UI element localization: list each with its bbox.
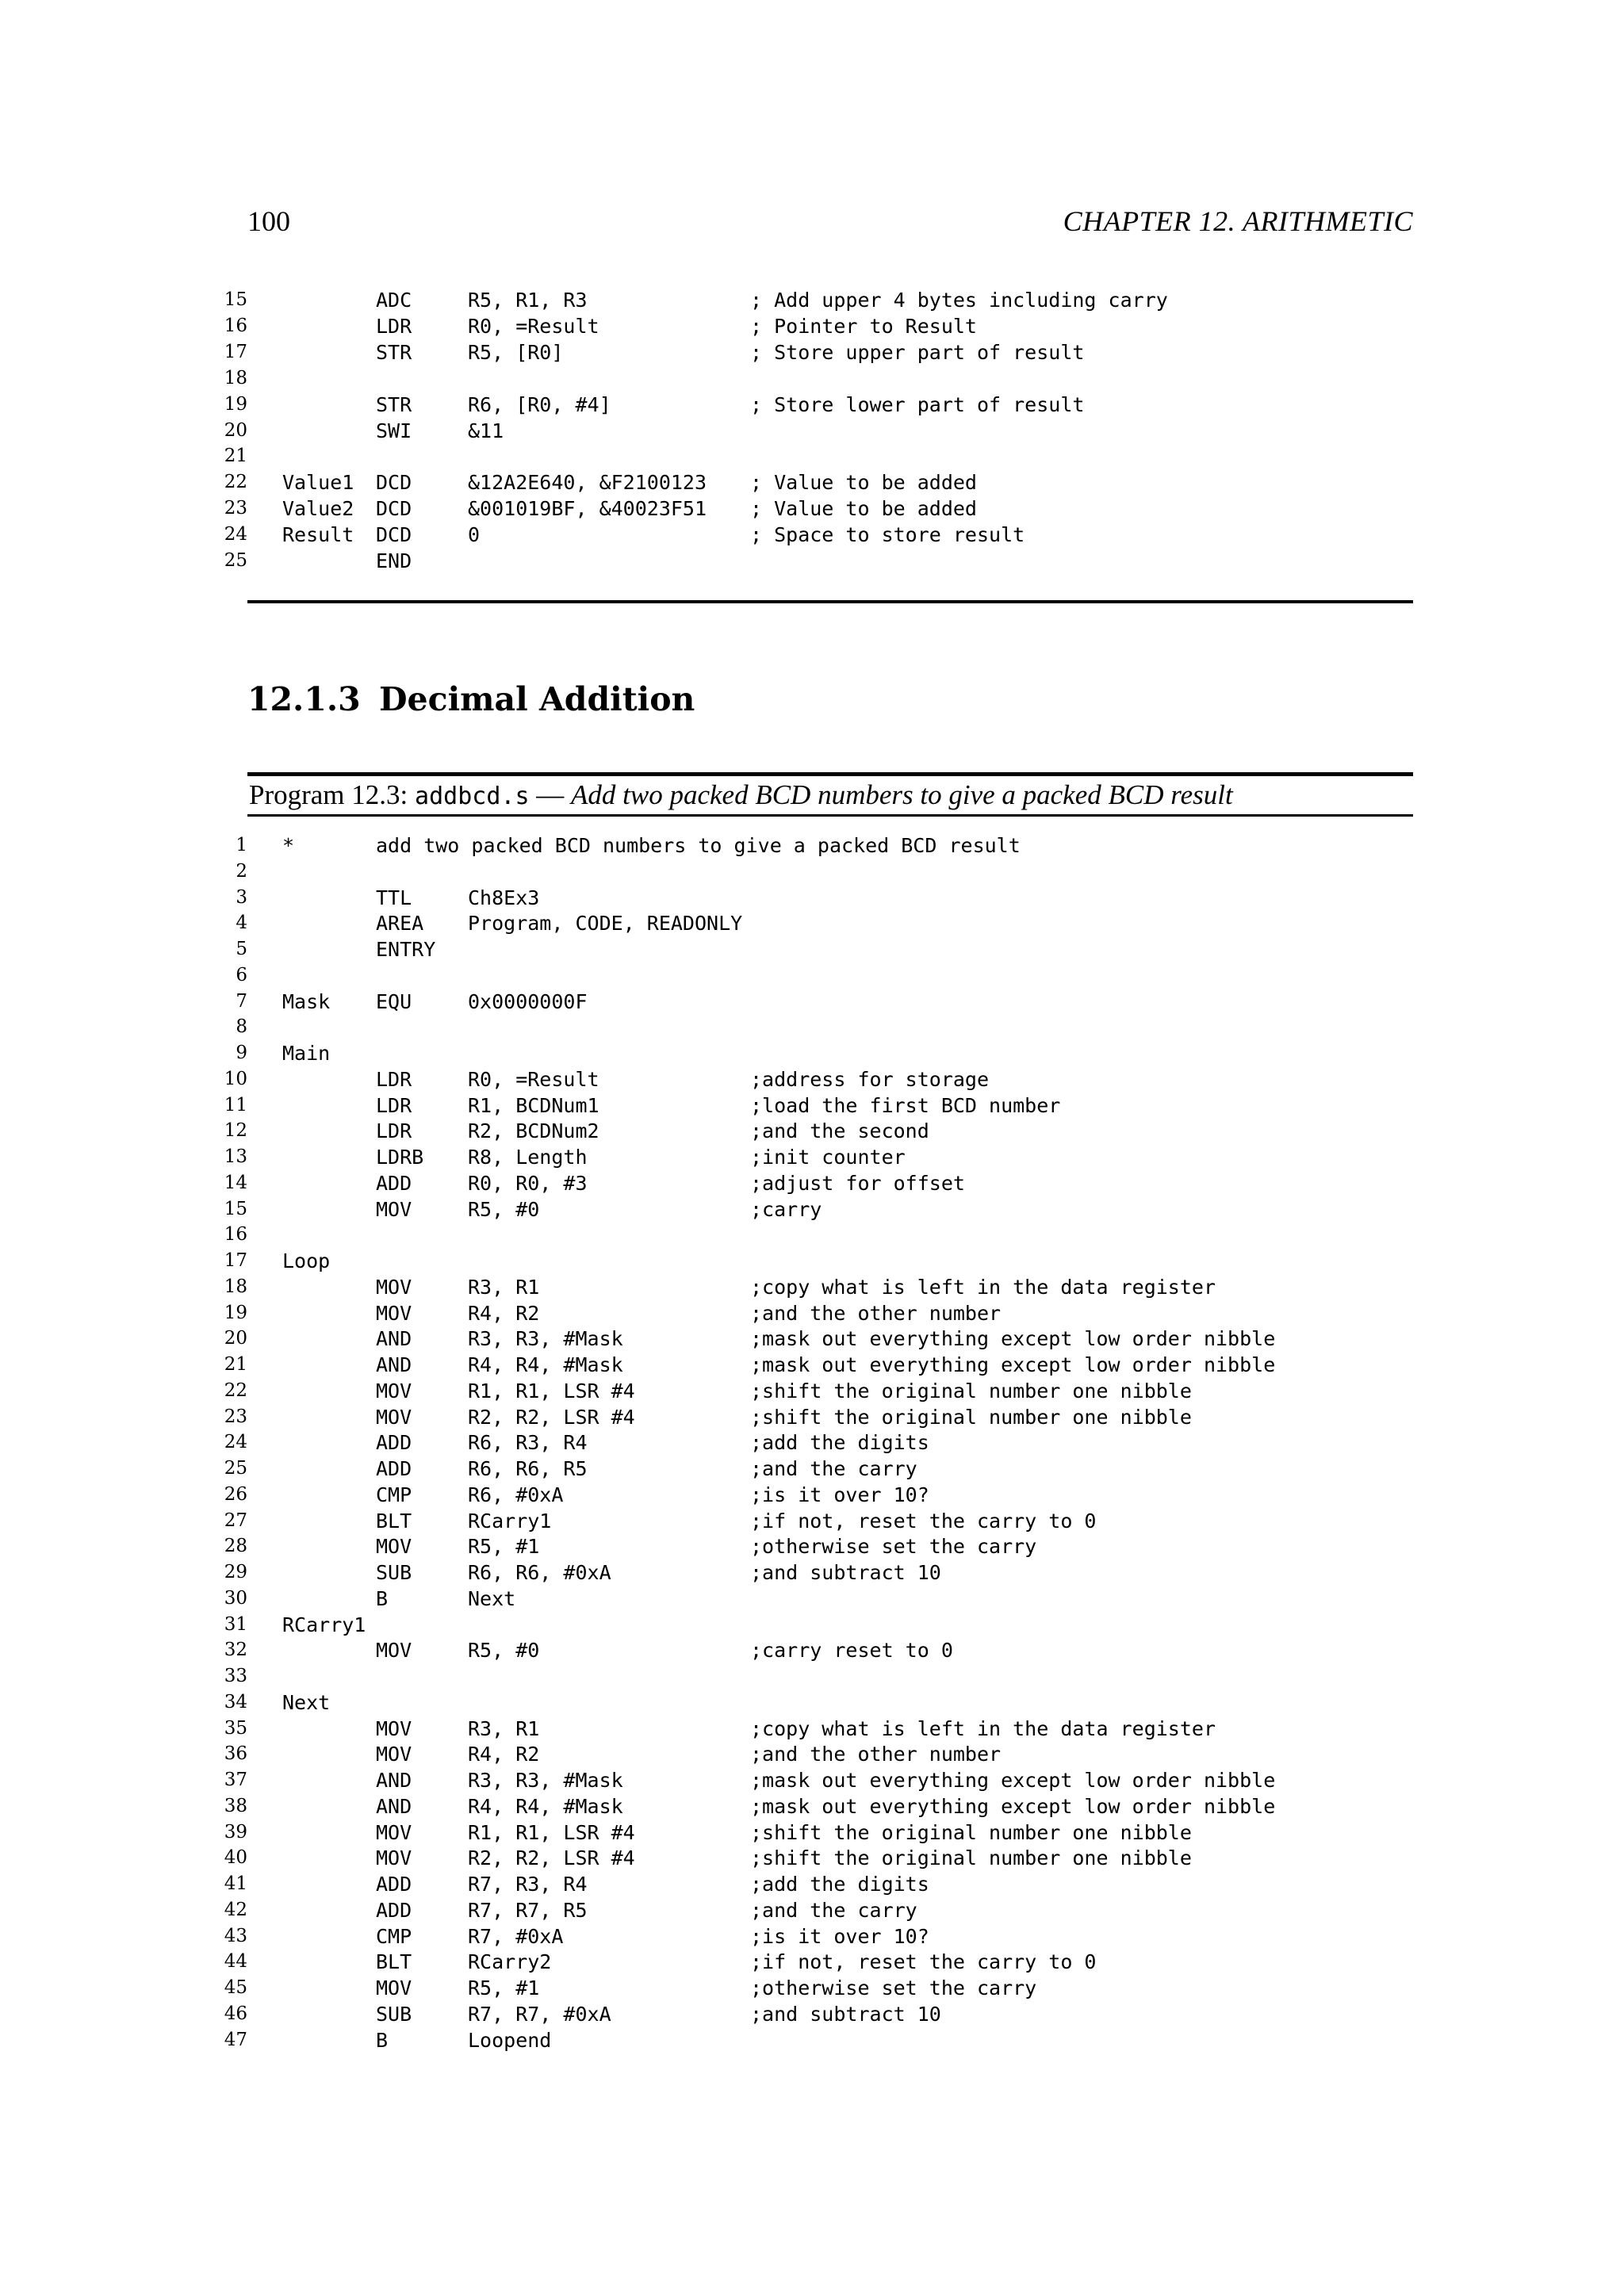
line-number: 40 [224, 1847, 247, 1869]
code-remark: add two packed BCD numbers to give a packed BCD result [376, 834, 1021, 857]
line-number: 45 [224, 1977, 247, 1998]
code-operands: &001019BF, &40023F51 [468, 497, 707, 521]
line-number: 19 [224, 393, 247, 415]
line-number: 46 [224, 2003, 247, 2024]
code-comment: ;shift the original number one nibble [750, 1846, 1192, 1870]
code-line [0, 1352, 1624, 1378]
line-number: 17 [224, 1250, 247, 1271]
code-operands: R6, R6, R5 [468, 1457, 588, 1480]
code-line [0, 1144, 1624, 1170]
code-line [0, 339, 1624, 365]
code-opcode: END [376, 549, 412, 572]
code-opcode: AREA [376, 912, 424, 936]
code-line [0, 1326, 1624, 1352]
code-opcode: CMP [376, 1483, 412, 1506]
code-line [0, 1716, 1624, 1742]
code-opcode: ADD [376, 1457, 412, 1480]
line-number: 18 [224, 367, 247, 388]
code-opcode: AND [376, 1794, 412, 1818]
code-comment: ;and the second [750, 1119, 929, 1143]
code-operands: R4, R2 [468, 1743, 540, 1766]
code-opcode: MOV [376, 1379, 412, 1402]
code-operands: R5, R1, R3 [468, 289, 588, 312]
code-opcode: DCD [376, 497, 412, 521]
code-comment: ;and the carry [750, 1457, 917, 1480]
code-line [0, 885, 1624, 911]
line-number: 24 [224, 1432, 247, 1453]
line-number: 23 [224, 1406, 247, 1427]
code-comment: ; Add upper 4 bytes including carry [750, 289, 1168, 312]
code-line [0, 1923, 1624, 1950]
line-number: 43 [224, 1925, 247, 1946]
line-number: 22 [224, 1380, 247, 1401]
code-operands: R1, BCDNum1 [468, 1093, 599, 1117]
code-opcode: BLT [376, 1509, 412, 1533]
code-line [0, 1118, 1624, 1144]
code-opcode: LDR [376, 1119, 412, 1143]
code-operands: R1, R1, LSR #4 [468, 1820, 635, 1844]
line-number: 17 [224, 341, 247, 362]
line-number: 3 [236, 886, 247, 908]
code-comment: ;adjust for offset [750, 1171, 965, 1195]
code-label: Value1 [282, 471, 354, 495]
code-opcode: B [376, 1586, 389, 1610]
code-comment: ;otherwise set the carry [750, 1976, 1037, 1999]
code-opcode: ADD [376, 1431, 412, 1455]
code-opcode: MOV [376, 1197, 412, 1221]
code-label: Loop [282, 1249, 331, 1272]
code-operands: R0, R0, #3 [468, 1171, 588, 1195]
code-line [0, 418, 1624, 444]
code-line [0, 1093, 1624, 1119]
code-comment: ;mask out everything except low order nibble [750, 1353, 1276, 1376]
code-line [0, 1274, 1624, 1300]
code-opcode: AND [376, 1353, 412, 1376]
code-operands: R0, =Result [468, 1067, 599, 1091]
code-comment: ;shift the original number one nibble [750, 1379, 1192, 1402]
line-number: 36 [224, 1743, 247, 1765]
code-operands: Ch8Ex3 [468, 886, 540, 909]
code-comment: ;add the digits [750, 1431, 929, 1455]
code-operands: &11 [468, 419, 504, 442]
code-comment: ;is it over 10? [750, 1483, 929, 1506]
code-operands: RCarry2 [468, 1950, 552, 1974]
code-operands: R3, R1 [468, 1716, 540, 1740]
code-operands: R4, R2 [468, 1301, 540, 1325]
code-opcode: MOV [376, 1820, 412, 1844]
code-label: RCarry1 [282, 1613, 366, 1636]
line-number: 9 [236, 1043, 247, 1063]
code-operands: R2, BCDNum2 [468, 1119, 599, 1143]
line-number: 28 [224, 1536, 247, 1557]
code-operands: R6, R3, R4 [468, 1431, 588, 1455]
code-opcode: DCD [376, 523, 412, 547]
code-line [0, 1300, 1624, 1326]
code-line [0, 1767, 1624, 1793]
code-line [0, 936, 1624, 962]
code-comment: ;if not, reset the carry to 0 [750, 1509, 1097, 1533]
code-line [0, 859, 1624, 885]
line-number: 20 [224, 1328, 247, 1349]
code-comment: ;mask out everything except low order nibble [750, 1769, 1276, 1792]
program-caption [249, 777, 1411, 813]
chapter-title: CHAPTER 12. ARITHMETIC [1063, 205, 1413, 237]
code-line [0, 2027, 1624, 2053]
line-number: 25 [224, 550, 247, 571]
line-number: 8 [236, 1016, 247, 1038]
code-line [0, 989, 1624, 1015]
line-number: 24 [224, 524, 247, 545]
code-line [0, 313, 1624, 339]
code-opcode: SWI [376, 419, 412, 442]
code-line [0, 443, 1624, 469]
code-line [0, 2001, 1624, 2027]
code-line [0, 1637, 1624, 1663]
code-opcode: EQU [376, 989, 412, 1013]
code-line [0, 496, 1624, 522]
line-number: 26 [224, 1483, 247, 1505]
line-number: 39 [224, 1821, 247, 1843]
code-opcode: STR [376, 392, 412, 416]
program-label: Program 12.3: [249, 779, 408, 810]
code-operands: R6, #0xA [468, 1483, 564, 1506]
code-line [0, 1612, 1624, 1638]
code-operands: R5, #1 [468, 1535, 540, 1559]
code-operands: RCarry1 [468, 1509, 552, 1533]
code-opcode: ADD [376, 1171, 412, 1195]
line-number: 16 [224, 1224, 247, 1246]
code-operands: Loopend [468, 2028, 552, 2052]
code-comment: ;copy what is left in the data register [750, 1716, 1216, 1740]
code-opcode: MOV [376, 1743, 412, 1766]
code-opcode: MOV [376, 1639, 412, 1663]
line-number: 15 [224, 289, 247, 310]
code-line [0, 1014, 1624, 1040]
code-comment: ;carry [750, 1197, 822, 1221]
code-line [0, 1196, 1624, 1223]
caption-dash: — [536, 779, 565, 810]
line-number: 35 [224, 1717, 247, 1739]
code-comment: ;otherwise set the carry [750, 1535, 1037, 1559]
line-number: 19 [224, 1302, 247, 1323]
code-line [0, 910, 1624, 936]
code-operands: R7, R3, R4 [468, 1873, 588, 1896]
code-line [0, 1845, 1624, 1871]
code-label: * [282, 834, 295, 857]
code-comment: ;and the other number [750, 1743, 1002, 1766]
code-line [0, 1793, 1624, 1820]
code-operands: R7, R7, R5 [468, 1898, 588, 1922]
line-number: 34 [224, 1691, 247, 1712]
line-number: 7 [236, 990, 247, 1012]
line-number: 12 [224, 1120, 247, 1142]
code-comment: ;add the digits [750, 1873, 929, 1896]
code-opcode: MOV [376, 1535, 412, 1559]
code-comment: ;carry reset to 0 [750, 1639, 953, 1663]
code-line [0, 1222, 1624, 1248]
code-line [0, 469, 1624, 496]
code-operands: R5, #1 [468, 1976, 540, 1999]
line-number: 5 [236, 939, 247, 959]
code-line [0, 1429, 1624, 1456]
code-opcode: ADC [376, 289, 412, 312]
code-opcode: MOV [376, 1976, 412, 1999]
code-line [0, 1586, 1624, 1612]
line-number: 27 [224, 1510, 247, 1531]
code-comment: ; Store lower part of result [750, 392, 1085, 416]
code-line [0, 1404, 1624, 1430]
caption-bottom-rule [247, 814, 1413, 817]
code-operands: R0, =Result [468, 314, 599, 338]
code-operands: R5, #0 [468, 1197, 540, 1221]
code-operands: R3, R1 [468, 1275, 540, 1299]
line-number: 30 [224, 1587, 247, 1609]
code-label: Main [282, 1042, 331, 1065]
code-comment: ;shift the original number one nibble [750, 1820, 1192, 1844]
code-line [0, 962, 1624, 989]
code-comment: ;and the carry [750, 1898, 917, 1922]
code-line [0, 548, 1624, 574]
line-number: 4 [236, 913, 247, 934]
code-comment: ;and the other number [750, 1301, 1002, 1325]
line-number: 44 [224, 1951, 247, 1973]
page-number: 100 [247, 205, 290, 237]
line-number: 13 [224, 1146, 247, 1167]
code-line [0, 1689, 1624, 1716]
code-comment: ;if not, reset the carry to 0 [750, 1950, 1097, 1974]
code-opcode: BLT [376, 1950, 412, 1974]
code-operands: R4, R4, #Mask [468, 1794, 623, 1818]
code-opcode: AND [376, 1327, 412, 1351]
code-opcode: B [376, 2028, 389, 2052]
code-opcode: ENTRY [376, 938, 436, 961]
code-operands: R4, R4, #Mask [468, 1353, 623, 1376]
code-line [0, 1533, 1624, 1559]
code-opcode: STR [376, 340, 412, 364]
code-operands: R6, R6, #0xA [468, 1561, 611, 1584]
code-opcode: LDR [376, 1067, 412, 1091]
code-comment: ;mask out everything except low order nibble [750, 1794, 1276, 1818]
code-comment: ;address for storage [750, 1067, 990, 1091]
line-number: 20 [224, 419, 247, 441]
code-opcode: TTL [376, 886, 412, 909]
code-line [0, 1949, 1624, 1975]
code-comment: ;shift the original number one nibble [750, 1405, 1192, 1429]
line-number: 15 [224, 1198, 247, 1219]
line-number: 29 [224, 1562, 247, 1582]
code-comment: ;mask out everything except low order nibble [750, 1327, 1276, 1351]
code-operands: Next [468, 1586, 516, 1610]
code-label: Value2 [282, 497, 354, 521]
code-line [0, 1482, 1624, 1508]
code-line [0, 522, 1624, 548]
code-comment: ; Value to be added [750, 471, 977, 495]
code-line [0, 1508, 1624, 1534]
section-title: Decimal Addition [379, 680, 695, 718]
code-operands: R7, R7, #0xA [468, 2002, 611, 2026]
code-line [0, 1456, 1624, 1482]
code-line [0, 1663, 1624, 1689]
code-opcode: LDR [376, 314, 412, 338]
code-operands: R7, #0xA [468, 1924, 564, 1948]
code-opcode: CMP [376, 1924, 412, 1948]
code-opcode: ADD [376, 1873, 412, 1896]
code-label: Result [282, 523, 354, 547]
code-line [0, 1066, 1624, 1093]
line-number: 23 [224, 498, 247, 519]
code-operands: &12A2E640, &F2100123 [468, 471, 707, 495]
line-number: 2 [236, 860, 247, 882]
code-comment: ;init counter [750, 1146, 906, 1169]
program-description: Add two packed BCD numbers to give a packed BCD result [571, 779, 1233, 810]
code-line [0, 365, 1624, 392]
code-opcode: LDR [376, 1093, 412, 1117]
line-number: 10 [224, 1068, 247, 1089]
code-operands: R3, R3, #Mask [468, 1327, 623, 1351]
line-number: 6 [236, 964, 247, 985]
line-number: 22 [224, 472, 247, 493]
code-opcode: MOV [376, 1716, 412, 1740]
code-operands: R8, Length [468, 1146, 588, 1169]
code-line [0, 1170, 1624, 1196]
code-comment: ;load the first BCD number [750, 1093, 1061, 1117]
code-comment: ; Space to store result [750, 523, 1025, 547]
code-comment: ;is it over 10? [750, 1924, 929, 1948]
code-opcode: SUB [376, 2002, 412, 2026]
caption-top-rule [247, 772, 1413, 776]
code-line [0, 1040, 1624, 1066]
code-comment: ;and subtract 10 [750, 2002, 941, 2026]
code-line [0, 1820, 1624, 1846]
line-number: 21 [224, 446, 247, 467]
line-number: 37 [224, 1770, 247, 1790]
line-number: 47 [224, 2029, 247, 2050]
code-line [0, 832, 1624, 859]
code-operands: R6, [R0, #4] [468, 392, 611, 416]
code-operands: 0x0000000F [468, 989, 588, 1013]
line-number: 41 [224, 1873, 247, 1894]
line-number: 31 [224, 1613, 247, 1635]
code-operands: R2, R2, LSR #4 [468, 1405, 635, 1429]
code-operands: R5, #0 [468, 1639, 540, 1663]
code-line [0, 1378, 1624, 1404]
code-operands: R5, [R0] [468, 340, 564, 364]
code-line [0, 1248, 1624, 1274]
line-number: 14 [224, 1172, 247, 1193]
code-opcode: MOV [376, 1301, 412, 1325]
code-comment: ;and subtract 10 [750, 1561, 941, 1584]
line-number: 32 [224, 1640, 247, 1661]
line-number: 38 [224, 1795, 247, 1816]
code-line [0, 1975, 1624, 2001]
line-number: 11 [224, 1094, 247, 1115]
running-head [247, 205, 1413, 239]
code-opcode: AND [376, 1769, 412, 1792]
code-operands: R3, R3, #Mask [468, 1769, 623, 1792]
line-number: 42 [224, 1899, 247, 1920]
code-line [0, 1741, 1624, 1767]
line-number: 1 [236, 835, 247, 855]
code-opcode: MOV [376, 1846, 412, 1870]
code-label: Next [282, 1690, 331, 1714]
line-number: 25 [224, 1458, 247, 1479]
listing-end-rule [247, 600, 1413, 603]
code-opcode: SUB [376, 1561, 412, 1584]
line-number: 16 [224, 315, 247, 336]
line-number: 21 [224, 1354, 247, 1375]
code-line [0, 392, 1624, 418]
code-line [0, 287, 1624, 313]
code-comment: ; Store upper part of result [750, 340, 1085, 364]
program-filename: addbcd.s [415, 783, 530, 810]
code-comment: ; Pointer to Result [750, 314, 977, 338]
code-line [0, 1871, 1624, 1897]
code-opcode: ADD [376, 1898, 412, 1922]
code-line [0, 1897, 1624, 1923]
code-operands: Program, CODE, READONLY [468, 912, 743, 936]
code-opcode: MOV [376, 1275, 412, 1299]
code-opcode: DCD [376, 471, 412, 495]
code-label: Mask [282, 989, 331, 1013]
line-number: 33 [224, 1666, 247, 1686]
code-line [0, 1559, 1624, 1586]
code-operands: R1, R1, LSR #4 [468, 1379, 635, 1402]
code-comment: ;copy what is left in the data register [750, 1275, 1216, 1299]
line-number: 18 [224, 1276, 247, 1297]
code-comment: ; Value to be added [750, 497, 977, 521]
section-heading [247, 680, 695, 718]
code-operands: 0 [468, 523, 481, 547]
code-opcode: LDRB [376, 1146, 424, 1169]
code-opcode: MOV [376, 1405, 412, 1429]
code-operands: R2, R2, LSR #4 [468, 1846, 635, 1870]
section-number: 12.1.3 [247, 680, 361, 718]
